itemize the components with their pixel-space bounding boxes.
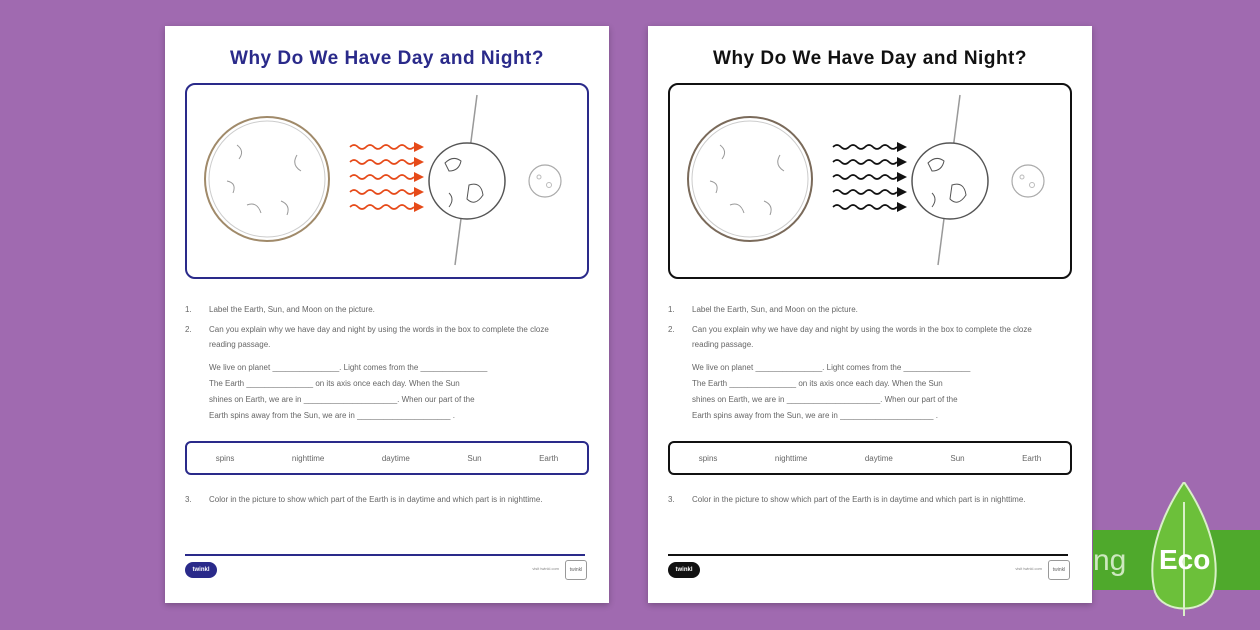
twinkl-logo: twinkl [185, 562, 217, 578]
question-text: Label the Earth, Sun, and Moon on the picture. [692, 305, 858, 314]
sun-icon [205, 117, 329, 241]
sun-icon [688, 117, 812, 241]
footer-divider [185, 554, 585, 556]
moon-icon [529, 165, 561, 197]
question-text: Label the Earth, Sun, and Moon on the picture. [209, 305, 375, 314]
worksheet-mono [648, 26, 1092, 603]
question-number: 1. [185, 305, 192, 314]
passage-line: We live on planet _______________. Light comes from the _______________ [209, 363, 488, 372]
light-arrow-head [414, 172, 424, 182]
light-arrow [350, 175, 414, 179]
word-bank-item: daytime [381, 453, 410, 463]
light-arrows [833, 142, 907, 212]
question-text: Can you explain why we have day and night by using the words in the box to complete the cloze reading passage. [209, 325, 549, 349]
footer-divider [668, 554, 1068, 556]
sun-earth-moon-illustration [187, 85, 587, 277]
illustration-box [185, 83, 589, 279]
word-bank-item: Sun [467, 453, 482, 463]
word-bank-item: Earth [539, 453, 559, 463]
light-arrow [833, 160, 897, 164]
illustration-box [668, 83, 1072, 279]
mini-logo-icon: twinkl [1048, 560, 1070, 580]
eco-partial-text: ng [1093, 544, 1127, 577]
question-number: 1. [668, 305, 675, 314]
light-arrow [350, 190, 414, 194]
twinkl-logo: twinkl [668, 562, 700, 578]
light-arrow-head [414, 142, 424, 152]
passage-line: shines on Earth, we are in _____________________. When our part of the [209, 395, 475, 404]
earth-icon [429, 95, 505, 265]
light-arrow [833, 145, 897, 149]
light-arrow [350, 160, 414, 164]
cloze-passage [692, 360, 1062, 424]
worksheet-color [165, 26, 609, 603]
light-arrow-head [897, 142, 907, 152]
passage-line: Earth spins away from the Sun, we are in _____________________ . [209, 411, 455, 420]
light-arrow [350, 145, 414, 149]
worksheet-title: Why Do We Have Day and Night? [713, 48, 1027, 69]
earth-icon [912, 95, 988, 265]
word-bank-item: Earth [1022, 453, 1042, 463]
word-bank-item: daytime [864, 453, 893, 463]
light-arrows [350, 142, 424, 212]
word-bank-item: nighttime [291, 453, 325, 463]
light-arrow-head [897, 202, 907, 212]
word-bank [185, 441, 589, 475]
light-arrow-head [897, 172, 907, 182]
word-bank-item: nighttime [774, 453, 808, 463]
footer-website: visit twinkl.com [1015, 566, 1042, 571]
question-text: Color in the picture to show which part of the Earth is in daytime and which part is in nighttime. [692, 495, 1026, 504]
word-bank-item: Sun [950, 453, 965, 463]
footer-website: visit twinkl.com [532, 566, 559, 571]
passage-line: Earth spins away from the Sun, we are in _____________________ . [692, 411, 938, 420]
question-number: 2. [668, 325, 675, 334]
question-number: 3. [185, 495, 192, 504]
light-arrow-head [414, 157, 424, 167]
word-bank-item: spins [698, 453, 718, 463]
light-arrow-head [897, 157, 907, 167]
light-arrow-head [414, 187, 424, 197]
passage-line: shines on Earth, we are in _____________________. When our part of the [692, 395, 958, 404]
passage-line: The Earth _______________ on its axis once each day. When the Sun [209, 379, 460, 388]
eco-label: Eco [1159, 544, 1211, 575]
word-bank-item: spins [215, 453, 235, 463]
word-bank [668, 441, 1072, 475]
light-arrow-head [897, 187, 907, 197]
passage-line: We live on planet _______________. Light comes from the _______________ [692, 363, 971, 372]
question-text: Color in the picture to show which part of the Earth is in daytime and which part is in nighttime. [209, 495, 543, 504]
mini-logo-icon: twinkl [565, 560, 587, 580]
passage-line: The Earth _______________ on its axis once each day. When the Sun [692, 379, 943, 388]
sun-earth-moon-illustration [670, 85, 1070, 277]
light-arrow [833, 190, 897, 194]
cloze-passage [209, 360, 579, 424]
question-number: 3. [668, 495, 675, 504]
light-arrow [833, 205, 897, 209]
light-arrow-head [414, 202, 424, 212]
light-arrow [350, 205, 414, 209]
question-number: 2. [185, 325, 192, 334]
question-text: Can you explain why we have day and night by using the words in the box to complete the cloze reading passage. [692, 325, 1032, 349]
worksheet-title: Why Do We Have Day and Night? [230, 48, 544, 69]
moon-icon [1012, 165, 1044, 197]
light-arrow [833, 175, 897, 179]
